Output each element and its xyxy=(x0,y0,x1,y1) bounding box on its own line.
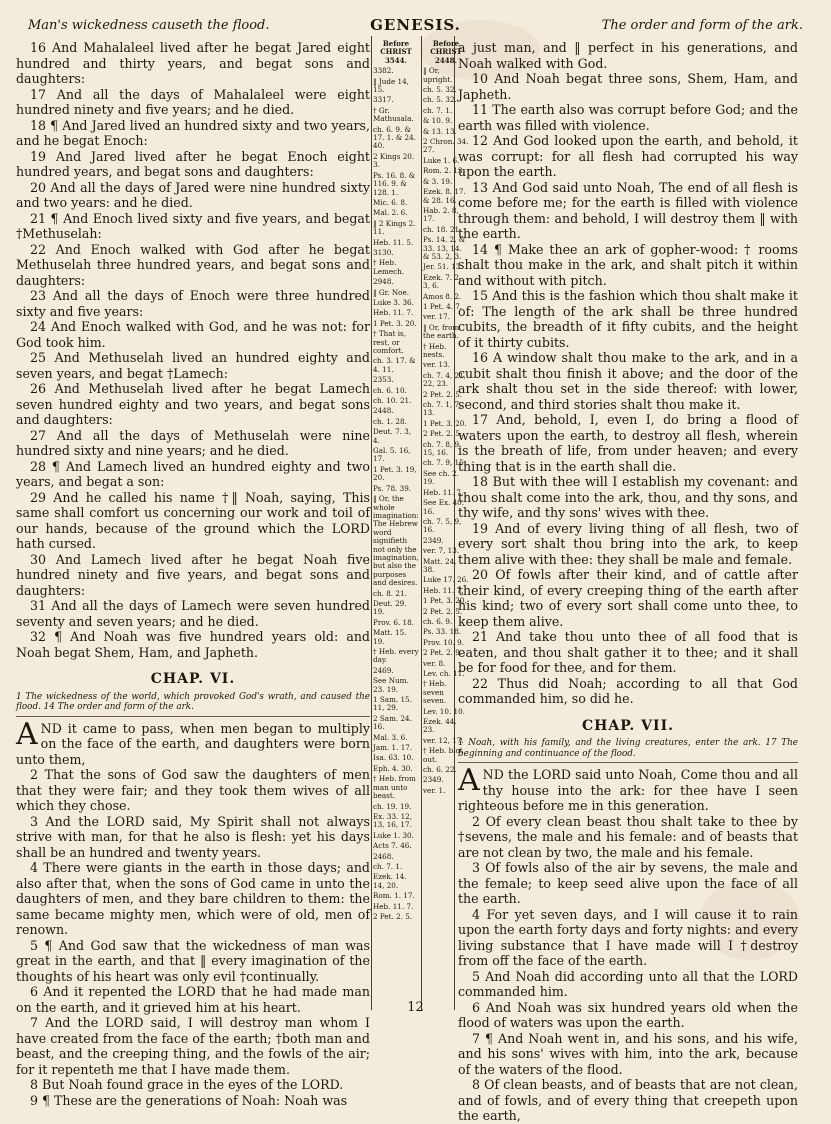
cross-reference: Ezek. 8. 17. & 28. 16. xyxy=(423,187,466,205)
cross-reference: Ps. 78. 39. xyxy=(373,483,412,493)
cross-reference: ch. 7. 8, 9, 15, 16. xyxy=(423,439,462,458)
verse: 23 And all the days of Enoch were three hundred sixty and five years: xyxy=(16,288,370,319)
verse: 11 The earth also was corrupt before God; and the earth was filled with violence. xyxy=(458,102,798,133)
cross-reference: 1 Pet. 3. 19, 20. xyxy=(373,464,417,483)
cross-reference: Luke 17. 26. xyxy=(423,575,469,585)
cross-reference: Lev. ch. 11. xyxy=(423,669,465,678)
verse: 31 And all the days of Lamech were seven hundred seventy and seven years; and he died. xyxy=(16,598,370,629)
cross-reference: ch. 7. 1. xyxy=(423,105,453,115)
text-column-right xyxy=(458,40,798,1124)
cross-reference: Prov. 10. 9. xyxy=(423,637,464,647)
column-rule xyxy=(421,36,422,1010)
verse: 5 And Noah did according unto all that the LORD commanded him. xyxy=(458,968,798,999)
cross-reference: Luke 1. 6. xyxy=(423,155,460,165)
verse: 21 ¶ And Enoch lived sixty and five years, and begat †Methuselah: xyxy=(16,210,370,241)
cross-reference: 2 Chron. 34. 27. xyxy=(423,137,469,155)
cross-reference: Before CHRIST 3544. xyxy=(380,39,412,65)
chapter-summary: 1 Noah, with his family, and the living creatures, enter the ark. 17 The beginning and continuance of the flood. xyxy=(458,738,798,763)
cross-reference: 1 Pet. 3. 20. xyxy=(373,318,417,328)
verse: 27 And all the days of Methuselah were nine hundred sixty and nine years; and he died. xyxy=(16,427,370,458)
cross-reference: 2468. xyxy=(373,851,394,861)
cross-reference: & 13. 13. xyxy=(423,126,457,136)
cross-reference: ver. 13. xyxy=(423,360,450,370)
cross-reference: † That is, rest, or comfort. xyxy=(373,329,407,355)
verse: 9 ¶ These are the generations of Noah: Noah was xyxy=(30,1092,348,1108)
cross-reference: † Heb. seven seven. xyxy=(423,679,447,706)
cross-reference: ver. 1. xyxy=(423,785,446,795)
verse: 8 Of clean beasts, and of beasts that are not clean, and of fowls, and of every thing that creepeth upon the earth, xyxy=(458,1077,798,1123)
cross-reference: ch. 5. 32. xyxy=(423,85,457,95)
cross-reference: Ezek. 7. 2, 3, 6. xyxy=(423,272,462,291)
cross-reference: 1 Pet. 3. 20. xyxy=(423,596,467,606)
cross-reference: ver. 17. xyxy=(423,312,450,322)
cross-reference: Luke 3. 36. xyxy=(373,297,414,307)
verse: 30 And Lamech lived after he begat Noah five hundred ninety and five years, and begat sons and daughters: xyxy=(16,551,370,598)
cross-reference: Heb. 11. 7. xyxy=(373,901,414,911)
cross-reference: Ps. 16. 8. & 116. 9. & 128. 1. xyxy=(373,170,416,197)
verse: 6 And Noah was six hundred years old when the flood of waters was upon the earth. xyxy=(458,999,798,1030)
cross-reference: 2 Pet. 2. 5. xyxy=(423,606,463,616)
verse: 3 And the LORD said, My Spirit shall not always strive with man, for that he also is flesh: yet his days shall be an hundred and twenty years. xyxy=(16,813,370,860)
cross-reference: Amos 8. 2. xyxy=(423,291,462,301)
verse: 10 And Noah begat three sons, Shem, Ham, and Japheth. xyxy=(458,71,798,102)
verse: 13 And God said unto Noah, The end of all flesh is come before me; for the earth is filled with violence through them: and behold, I will destroy them ‖ with the earth. xyxy=(458,179,798,241)
cross-reference: 2 Kings 20. 3. xyxy=(373,151,415,170)
cross-reference: ch. 5. 32. xyxy=(423,95,457,105)
verses-genesis-6-cont xyxy=(458,40,798,707)
cross-reference: Ex. 33. 12, 13, 16, 17. xyxy=(373,811,413,830)
verse: a just man, and ‖ perfect in his generations, and Noah walked with God. xyxy=(458,40,798,71)
cross-reference: Rom. 1. 17. xyxy=(373,891,415,901)
verse: 19 And of every living thing of all flesh, two of every sort shalt thou bring into the ark, to keep them alive with thee: they shall be male and female. xyxy=(458,520,798,567)
cross-reference: & 10. 9. xyxy=(423,116,453,126)
text-column-left xyxy=(16,40,370,1108)
verse: 18 ¶ And Jared lived an hundred sixty and two years, and he begat Enoch: xyxy=(16,117,370,148)
verse: 14 ¶ Make thee an ark of gopher-wood: † rooms shalt thou make in the ark, and shalt pitch it within and without with pitch. xyxy=(458,241,798,288)
cross-reference: 3317. xyxy=(373,95,394,105)
cross-reference: Luke 1. 30. xyxy=(373,830,414,840)
cross-reference: 3382. xyxy=(373,66,394,76)
cross-reference: Heb. 11. 7. xyxy=(373,308,414,318)
cross-reference: 2 Sam. 24. 16. xyxy=(373,713,412,732)
cross-reference: Mal. 2. 6. xyxy=(373,208,408,218)
verse: 20 And all the days of Jared were nine hundred sixty and two years: and he died. xyxy=(16,179,370,210)
cross-reference: Lev. 10. 10. xyxy=(423,706,465,716)
verse: 25 And Methuselah lived an hundred eighty and seven years, and begat †Lamech: xyxy=(16,350,370,381)
cross-reference: ch. 7. 4, 21, 22, 23. xyxy=(423,370,466,389)
cross-reference: Rom. 2. 13. xyxy=(423,166,465,176)
verse: 16 A window shalt thou make to the ark, and in a cubit shalt thou finish it above; and the door of the ark shalt thou set in the side thereof: with lower, second, and third stories shalt thou make it. xyxy=(458,350,798,412)
cross-reference: ch. 6. 9. & 17. 1. & 24. 40. xyxy=(373,124,416,151)
cross-reference: † Heb. Lemech. xyxy=(373,258,405,276)
running-header-left: Man's wickedness causeth the flood. xyxy=(28,18,270,33)
running-header-right: The order and form of the ark. xyxy=(601,18,803,33)
cross-reference: Jam. 1. 17. xyxy=(373,743,413,753)
cross-reference: ver. 7, 13. xyxy=(423,546,460,556)
cross-reference: Eph. 4. 30. xyxy=(373,763,413,773)
cross-reference: ch. 6. 10. xyxy=(373,385,407,395)
cross-reference: Hab. 2. 8, 17. xyxy=(423,205,459,224)
cross-reference: 2353. xyxy=(373,375,394,385)
drop-cap: A xyxy=(16,716,38,752)
cross-reference: Gal. 5. 16, 17. xyxy=(373,446,411,464)
cross-reference: Ezek. 44. 23. xyxy=(423,717,457,735)
cross-reference: † Heb. nests. xyxy=(423,341,447,359)
cross-reference: 2469. xyxy=(373,665,394,675)
cross-reference: ‖ Or, upright. xyxy=(423,66,453,84)
cross-reference: See Ex. 40. 16. xyxy=(423,498,465,516)
cross-reference: ch. 7. 1. xyxy=(373,861,403,871)
verse: 18 But with thee will I establish my covenant: and thou shalt come into the ark, thou, and thy sons, and thy wife, and thy sons' wives with thee. xyxy=(458,474,798,520)
verse: 2 Of every clean beast thou shalt take to thee by †sevens, the male and his female: and of beasts that are not clean by two, the male and his female. xyxy=(458,813,798,860)
cross-reference: ‖ Or, from the earth. xyxy=(423,322,460,341)
cross-reference: See ch. 2. 19. xyxy=(423,468,459,487)
verse: 15 And this is the fashion which thou shalt make it of: The length of the ark shall be three hundred cubits, the breadth of it fifty cubits, and the height of it thirty cubits. xyxy=(458,288,798,350)
cross-reference: Deut. 29. 19. xyxy=(373,598,407,617)
verse: 8 But Noah found grace in the eyes of the LORD. xyxy=(30,1077,344,1092)
verse: 2 That the sons of God saw the daughters of men that they were fair; and they took them wives of all which they chose. xyxy=(16,767,370,813)
cross-reference: ‖ Or, the whole imagination: The Hebrew word signifieth not only the imagination, but also the purposes and desires. xyxy=(373,494,419,588)
chapter-summary: 1 The wickedness of the world, which provoked God's wrath, and caused the flood. 14 The order and form of the ark. xyxy=(16,692,370,717)
verse: 4 For yet seven days, and I will cause it to rain upon the earth forty days and forty nights: and every living substance that I have made will I †destroy from off the face of the earth. xyxy=(458,906,798,968)
cross-reference: † Heb. from man unto beast. xyxy=(373,774,416,801)
running-header-book: GENESIS. xyxy=(370,16,461,34)
verse: 7 ¶ And Noah went in, and his sons, and his wife, and his sons' wives with him, into the ark, because of the waters of the flood. xyxy=(458,1030,798,1077)
cross-reference: ch. 8. 21. xyxy=(373,588,407,598)
cross-reference: ch. 7. 9, 15. xyxy=(423,458,466,468)
cross-reference: ch. 19. 19. xyxy=(373,801,412,811)
cross-reference: 2 Pet. 2. 5. xyxy=(423,389,463,399)
chapter-opening-verse xyxy=(458,763,798,814)
cross-reference: ver. 12, 17. xyxy=(423,735,464,745)
verse: 17 And all the days of Mahalaleel were eight hundred ninety and five years; and he died. xyxy=(16,86,370,117)
cross-reference: 1 Sam. 15. 11, 29. xyxy=(373,695,412,713)
verses-genesis-5 xyxy=(16,40,370,660)
cross-reference: Matt. 15. 19. xyxy=(373,628,407,646)
cross-reference: ch. 6. 22. xyxy=(423,765,457,775)
verses-genesis-6 xyxy=(16,767,370,1108)
verse: 4 There were giants in the earth in those days; and also after that, when the sons of God came in unto the daughters of men, and they bare children to them: the same became mighty men, which were of old, men of renown. xyxy=(16,860,370,937)
verse: 12 And God looked upon the earth, and behold, it was corrupt: for all flesh had corrupted his way upon the earth. xyxy=(458,133,798,179)
verse: 32 ¶ And Noah was five hundred years old: and Noah begat Shem, Ham, and Japheth. xyxy=(16,629,370,660)
page-number: 12 xyxy=(407,1000,424,1015)
verse: 22 And Enoch walked with God after he begat Methuselah three hundred years, and begat sons and daughters: xyxy=(16,241,370,288)
cross-reference: † Gr. Mathusala. xyxy=(373,105,414,124)
cross-reference: Acts 7. 46. xyxy=(373,841,412,851)
cross-reference: Before CHRIST 2448. xyxy=(430,39,462,65)
cross-reference: ‖ Gr. Noe. xyxy=(373,287,409,297)
cross-reference: See Num. 23. 19. xyxy=(373,676,409,694)
cross-reference: & 3. 19. xyxy=(423,176,453,186)
cross-reference: † Heb. blot out. xyxy=(423,746,463,764)
cross-reference: 2349. xyxy=(423,775,444,785)
cross-reference: 2 Pet. 2. 5. xyxy=(373,911,413,921)
cross-reference: Heb. 11. 5. xyxy=(373,237,414,247)
opening-verse-text: ND the LORD said unto Noah, Come thou and all thy house into the ark: for thee have I seen righteous before me in this generation. xyxy=(458,767,798,813)
verse: 24 And Enoch walked with God, and he was not: for God took him. xyxy=(16,319,370,350)
cross-reference: ‖ Jude 14, 15. xyxy=(373,76,409,95)
verse: 22 Thus did Noah; according to all that God commanded him, so did he. xyxy=(458,675,798,706)
cross-reference: 2349. xyxy=(423,535,444,545)
cross-reference: ch. 18. 21. xyxy=(423,224,462,234)
cross-reference: ver. 8. xyxy=(423,658,446,668)
verse: 6 And it repented the LORD that he had made man on the earth, and it grieved him at his heart. xyxy=(16,984,370,1015)
cross-reference: ch. 7. 1, 7, 13. xyxy=(423,400,462,418)
cross-reference: 1 Pet. 3. 20. xyxy=(423,418,467,428)
verse: 5 ¶ And God saw that the wickedness of man was great in the earth, and that ‖ every imagination of the thoughts of his heart was only evil †continually. xyxy=(16,937,370,984)
cross-reference: Matt. 24. 38. xyxy=(423,556,457,574)
verse: 29 And he called his name †‖ Noah, saying, This same shall comfort us concerning our work and toil of our hands, because of the ground which the LORD hath cursed. xyxy=(16,489,370,551)
cross-reference: 2 Pet. 2. 9. xyxy=(423,648,463,658)
cross-reference: ch. 1. 28. xyxy=(373,416,407,426)
cross-reference: Ps. 33. 18. xyxy=(423,627,462,637)
verse: 20 Of fowls after their kind, and of cattle after their kind, of every creeping thing of the earth after his kind; two of every sort shall come unto thee, to keep them alive. xyxy=(458,567,798,629)
cross-reference: ch. 10. 21. xyxy=(373,396,412,406)
drop-cap: A xyxy=(458,763,480,798)
opening-verse-text: ND it came to pass, when men began to multiply on the face of the earth, and daughters were born unto them, xyxy=(16,720,370,767)
cross-reference: ch. 6. 9. xyxy=(423,616,453,626)
cross-reference: ch. 3. 17. & 4. 11. xyxy=(373,356,416,374)
cross-reference: Heb. 11. 7. xyxy=(423,585,464,595)
cross-reference: Mic. 6. 8. xyxy=(373,197,408,207)
marginal-references-left xyxy=(373,40,419,923)
verse: 7 And the LORD said, I will destroy man whom I have created from the face of the earth; †both man and beast, and the creeping thing, and the fowls of the air; for it repenteth me that I have made them. xyxy=(16,1015,370,1077)
cross-reference: Ezek. 14. 14, 20. xyxy=(373,872,407,890)
chapter-heading: CHAP. VI. xyxy=(150,671,236,687)
cross-reference: 2448. xyxy=(373,406,394,416)
cross-reference: ‖ 2 Kings 2. 11. xyxy=(373,218,416,237)
verse: 28 ¶ And Lamech lived an hundred eighty and two years, and begat a son: xyxy=(16,458,370,489)
chapter-heading: CHAP. VII. xyxy=(581,717,675,734)
verse: 16 And Mahalaleel lived after he begat Jared eight hundred and thirty years, and begat sons and daughters: xyxy=(16,40,370,86)
verses-genesis-7 xyxy=(458,814,798,1124)
column-rule xyxy=(371,36,372,1010)
cross-reference: Mal. 3. 6. xyxy=(373,732,408,742)
chapter-opening-verse xyxy=(16,716,370,768)
cross-reference: 2948. xyxy=(373,277,394,287)
cross-reference: Jer. 51. 13. xyxy=(423,262,463,272)
cross-reference: 2 Pet. 2. 5. xyxy=(423,429,463,439)
verse: 17 And, behold, I, even I, do bring a flood of waters upon the earth, to destroy all flesh, wherein is the breath of life, from under heaven; and every thing that is in the earth shall die. xyxy=(458,412,798,474)
cross-reference: Prov. 6. 18. xyxy=(373,617,414,627)
cross-reference: Deut. 7. 3, 4. xyxy=(373,427,412,445)
cross-reference: ch. 7. 5, 9, 16. xyxy=(423,516,462,535)
verse: 19 And Jared lived after he begat Enoch eight hundred years, and begat sons and daughters: xyxy=(16,148,370,179)
cross-reference: Isa. 63. 10. xyxy=(373,753,414,763)
cross-reference: † Heb. every day. xyxy=(373,647,419,665)
verse: 3 Of fowls also of the air by sevens, the male and the female; to keep seed alive upon the face of all the earth. xyxy=(458,860,798,906)
cross-reference: Heb. 11. 7. xyxy=(423,487,464,497)
verse: 26 And Methuselah lived after he begat Lamech seven hundred eighty and two years, and begat sons and daughters: xyxy=(16,381,370,427)
cross-reference: Ps. 14. 2. & 33. 13, 14. & 53. 2, 3. xyxy=(423,235,466,261)
verse: 21 And take thou unto thee of all food that is eaten, and thou shalt gather it to thee; and it shall be for food for thee, and for them. xyxy=(458,629,798,675)
cross-reference: 3130. xyxy=(373,247,394,257)
cross-reference: 1 Pet. 4. 7. xyxy=(423,301,463,311)
